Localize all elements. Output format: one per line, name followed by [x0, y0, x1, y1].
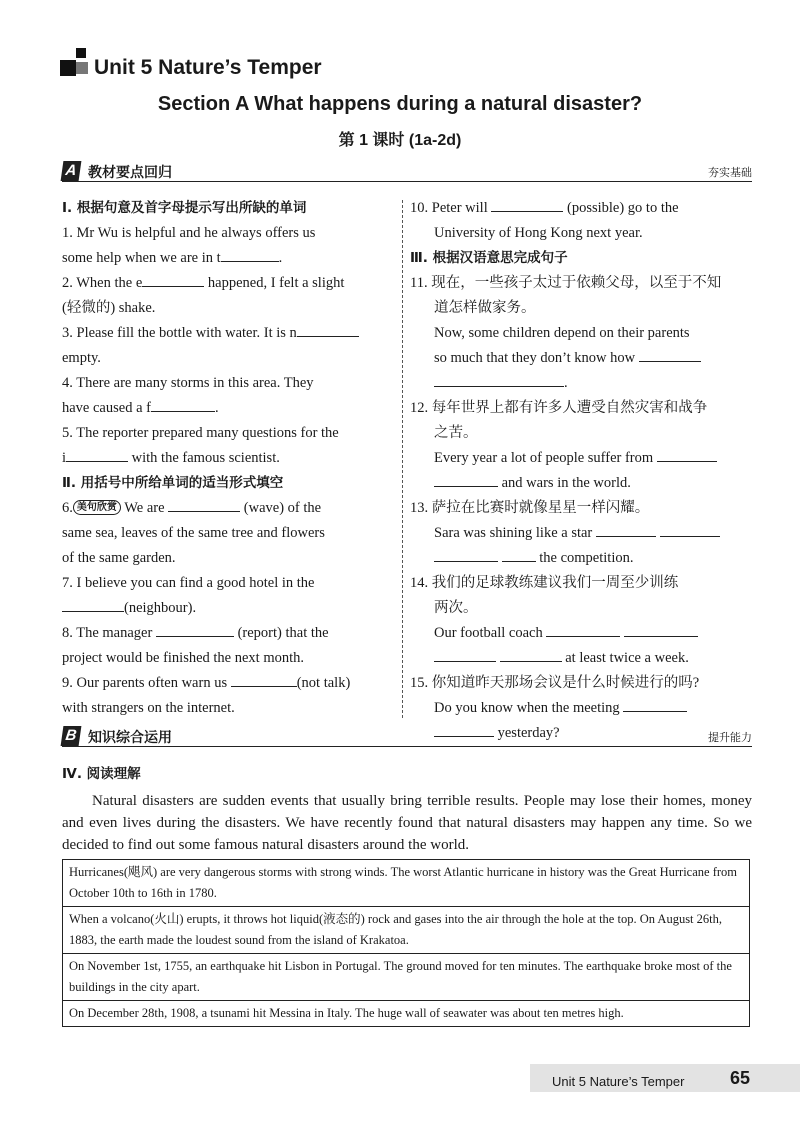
q5-blank[interactable]: [66, 447, 128, 462]
q10-end: (possible) go to the: [563, 200, 679, 216]
q13-line1: 13. 萨拉在比赛时就像星星一样闪耀。: [410, 500, 650, 516]
q9-text: 9. Our parents often warn us: [62, 675, 231, 691]
q10-line1: [410, 196, 750, 221]
q6-end: (wave) of the: [240, 500, 322, 516]
q15-text: Do you know when the meeting: [434, 700, 620, 716]
q12-line4: [410, 471, 750, 496]
q14-line3: [410, 621, 750, 646]
part3-heading: Ⅲ. 根据汉语意思完成句子: [410, 250, 568, 266]
q7-end: (neighbour).: [124, 600, 197, 616]
logo-square-small: [76, 48, 86, 58]
q13-end: the competition.: [535, 550, 634, 566]
q3-text: 3. Please fill the bottle with water. It is n: [62, 325, 297, 341]
q4-end: .: [214, 400, 219, 416]
page-number: 65: [730, 1068, 751, 1088]
q5-end: with the famous scientist.: [128, 450, 280, 466]
q15-line2: [410, 696, 750, 721]
q1-end: .: [278, 250, 283, 266]
q11-line3: Now, some children depend on their parents: [434, 325, 690, 341]
q2-line1: [62, 271, 397, 296]
q14-blank-2[interactable]: [624, 622, 698, 637]
q6-num: 6.: [62, 500, 73, 516]
q8-end: (report) that the: [233, 625, 329, 641]
q14-blank-3[interactable]: [434, 647, 496, 662]
logo-square-large: [60, 60, 76, 76]
q6-text: We are: [120, 500, 169, 516]
q8-line2: project would be finished the next month.: [62, 650, 305, 666]
q15-blank-1[interactable]: [623, 697, 687, 712]
q14-blank-4[interactable]: [500, 647, 562, 662]
q3-line2: empty.: [62, 350, 101, 366]
q6-tag: 美句欣赏: [73, 500, 121, 515]
q13-line2: [410, 521, 750, 546]
q10-line2: University of Hong Kong next year.: [434, 225, 643, 241]
footer-unit-label: Unit 5 Nature’s Temper: [552, 1074, 685, 1089]
q13-blank-2[interactable]: [660, 522, 720, 537]
q12-text: Every year a lot of people suffer from: [434, 450, 654, 466]
column-divider: [402, 200, 403, 718]
table-cell: On December 28th, 1908, a tsunami hit Messina in Italy. The huge wall of seawater was about ten metres high.: [63, 1001, 750, 1027]
section-a-title: 教材要点回归: [88, 165, 172, 181]
table-row: [63, 1001, 750, 1027]
q9-end: (not talk): [296, 675, 351, 691]
section-a-badge: A: [61, 161, 82, 181]
q2-blank[interactable]: [142, 272, 204, 287]
q13-line3: [410, 546, 750, 571]
q4-blank[interactable]: [151, 397, 215, 412]
q5-line1: 5. The reporter prepared many questions for the: [62, 425, 339, 441]
q13-blank-1[interactable]: [596, 522, 656, 537]
q10-blank[interactable]: [491, 197, 563, 212]
table-cell: On November 1st, 1755, an earthquake hit Lisbon in Portugal. The ground moved for ten minutes. The earthquake broke most of the buildings in the city apart.: [63, 954, 750, 1001]
lesson-label: 第 1 课时 (1a-2d): [338, 132, 462, 149]
q15-line1: 15. 你知道昨天那场会议是什么时候进行的吗?: [410, 675, 700, 691]
section-b-bar: [62, 726, 752, 747]
q6-line2: same sea, leaves of the same tree and flowers: [62, 525, 325, 541]
q4-text: have caused a f: [62, 400, 151, 416]
q9-blank[interactable]: [231, 672, 297, 687]
q8-text: 8. The manager: [62, 625, 156, 641]
q14-end: at least twice a week.: [561, 650, 689, 666]
q7-line2: [62, 596, 397, 621]
table-cell: Hurricanes(飓风) are very dangerous storms with strong winds. The worst Atlantic hurricane in history was the Great Hurricane from October 10th to 16th in 1780.: [63, 860, 750, 907]
q10-text: 10. Peter will: [410, 200, 492, 216]
q11-line5: [410, 371, 750, 396]
logo-square-grey: [76, 62, 88, 74]
q11-blank-2[interactable]: [434, 372, 564, 387]
q1-blank[interactable]: [221, 247, 279, 262]
reading-table: [62, 859, 750, 1027]
q1-text: some help when we are in t: [62, 250, 221, 266]
q8-line1: [62, 621, 397, 646]
reading-heading: Ⅳ. 阅读理解: [62, 766, 141, 782]
q14-blank-1[interactable]: [546, 622, 620, 637]
table-row: [63, 954, 750, 1001]
q3-line1: [62, 321, 397, 346]
section-title: Section A What happens during a natural disaster?: [157, 93, 643, 115]
q4-line2: [62, 396, 397, 421]
q12-blank-2[interactable]: [434, 472, 498, 487]
q11-line2: 道怎样做家务。: [434, 300, 536, 316]
q1-line1: 1. Mr Wu is helpful and he always offers us: [62, 225, 316, 241]
q9-line2: with strangers on the internet.: [62, 700, 235, 716]
section-b-right-label: 提升能力: [708, 731, 752, 744]
q14-line4: [410, 646, 750, 671]
q5-line2: [62, 446, 397, 471]
q12-end: and wars in the world.: [498, 475, 631, 491]
q5-text: i: [62, 450, 67, 466]
q1-line2: [62, 246, 397, 271]
q3-blank[interactable]: [297, 322, 359, 337]
q2-text: 2. When the e: [62, 275, 143, 291]
q14-line2: 两次。: [434, 600, 478, 616]
q13-blank-4[interactable]: [502, 547, 536, 562]
q6-line3: of the same garden.: [62, 550, 176, 566]
section-b-title: 知识综合运用: [88, 730, 172, 746]
section-b-badge: B: [61, 726, 82, 746]
section-a-bar: [62, 161, 752, 182]
q2-line2: (轻微的) shake.: [62, 300, 156, 316]
part1-heading: Ⅰ. 根据句意及首字母提示写出所缺的单词: [62, 200, 307, 216]
q9-line1: [62, 671, 397, 696]
q13-text: Sara was shining like a star: [434, 525, 593, 541]
section-a-right-label: 夯实基础: [708, 166, 752, 179]
reading-intro: Natural disasters are sudden events that usually bring terrible results. People may lose their homes, money and even lives during the disasters. We have recently found that natural disasters may happen any time. So we decided to find out some famous natural disasters around the world.: [62, 793, 752, 853]
q12-line3: [410, 446, 750, 471]
q14-line1: 14. 我们的足球教练建议我们一周至少训练: [410, 575, 679, 591]
unit-title: Unit 5 Nature’s Temper: [94, 56, 322, 79]
q12-line2: 之苦。: [434, 425, 478, 441]
q15-end: yesterday?: [494, 725, 560, 741]
q11-text: so much that they don’t know how: [434, 350, 636, 366]
part2-heading: Ⅱ. 用括号中所给单词的适当形式填空: [62, 475, 284, 491]
q6-blank[interactable]: [168, 497, 240, 512]
q11-end: .: [564, 375, 568, 391]
q11-blank-1[interactable]: [639, 347, 701, 362]
q14-text: Our football coach: [434, 625, 543, 641]
q4-line1: 4. There are many storms in this area. They: [62, 375, 314, 391]
q11-line1: 11. 现在，一些孩子太过于依赖父母，以至于不知: [410, 275, 722, 291]
right-column: [410, 196, 750, 746]
q11-line4: [410, 346, 750, 371]
q12-line1: 12. 每年世界上都有许多人遭受自然灾害和战争: [410, 400, 708, 416]
table-row: [63, 860, 750, 907]
q7-line1: 7. I believe you can find a good hotel in the: [62, 575, 315, 591]
left-column: [62, 196, 397, 721]
q12-blank-1[interactable]: [657, 447, 717, 462]
q13-blank-3[interactable]: [434, 547, 498, 562]
q7-blank[interactable]: [62, 597, 124, 612]
table-cell: When a volcano(火山) erupts, it throws hot liquid(液态的) rock and gases into the air through the hole at the top. On August 26th, 1883, the earth made the loudest sound from the island of Krakatoa.: [63, 907, 750, 954]
table-row: [63, 907, 750, 954]
q2-end: happened, I felt a slight: [204, 275, 345, 291]
q6-line1: [62, 496, 397, 521]
q8-blank[interactable]: [156, 622, 234, 637]
